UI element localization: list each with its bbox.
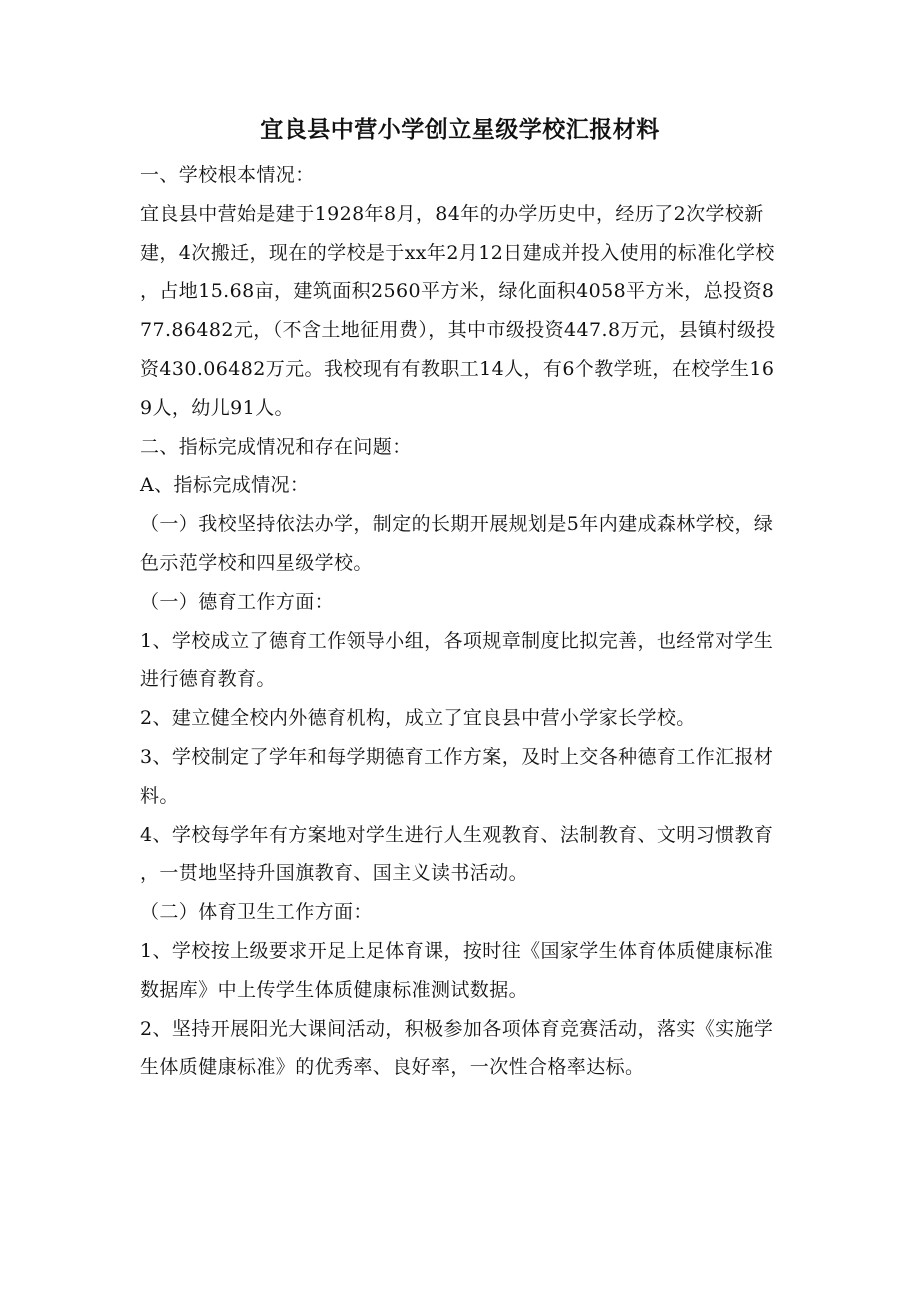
list-item-moral-3: 3、学校制定了学年和每学期德育工作方案，及时上交各种德育工作汇报材料。: [140, 745, 774, 807]
subsection-heading-completion: A、指标完成情况：: [140, 474, 310, 497]
list-item-sports-1: 1、学校按上级要求开足上足体育课，按时往《国家学生体育体质健康标准数据库》中上传学生体质健康标准测试数据。: [140, 939, 774, 1001]
section-heading-basic-info: 一、学校根本情况：: [140, 164, 315, 186]
paragraph-school-history: 宜良县中营始是建于1928年8月，84年的办学历史中，经历了2次学校新建，4次搬迁，现在的学校是于xx年2月12日建成并投入使用的标准化学校，占地15.68亩，建筑面积2560平方米，绿化面积4058平方米，总投资877.86482元，（不含土地征用费），其中市级投资447.8万元，县镇村级投资430.06482万元。我校现有有教职工14人，有6个教学班，在校学生169人，幼儿91人。: [140, 202, 776, 419]
subsection-heading-sports-health: （二）体育卫生工作方面：: [140, 901, 373, 924]
paragraph-lawful-operation: （一）我校坚持依法办学，制定的长期开展规划是5年内建成森林学校，绿色示范学校和四星级学校。: [140, 513, 774, 574]
subsection-heading-moral-education: （一）德育工作方面：: [140, 590, 335, 613]
list-item-moral-4: 4、学校每学年有方案地对学生进行人生观教育、法制教育、文明习惯教育，一贯地坚持升国旗教育、国主义读书活动。: [140, 823, 774, 885]
document-title: 宜良县中营小学创立星级学校汇报材料: [260, 116, 660, 143]
list-item-moral-2: 2、建立健全校内外德育机构，成立了宜良县中营小学家长学校。: [140, 707, 696, 730]
list-item-moral-1: 1、学校成立了德育工作领导小组，各项规章制度比拟完善，也经常对学生进行德育教育。: [140, 629, 774, 691]
list-item-sports-2: 2、坚持开展阳光大课间活动，积极参加各项体育竞赛活动，落实《实施学生体质健康标准》的优秀率、良好率，一次性合格率达标。: [140, 1017, 774, 1079]
document-body: [140, 156, 782, 1087]
section-heading-indicators: 二、指标完成情况和存在问题：: [140, 435, 412, 458]
